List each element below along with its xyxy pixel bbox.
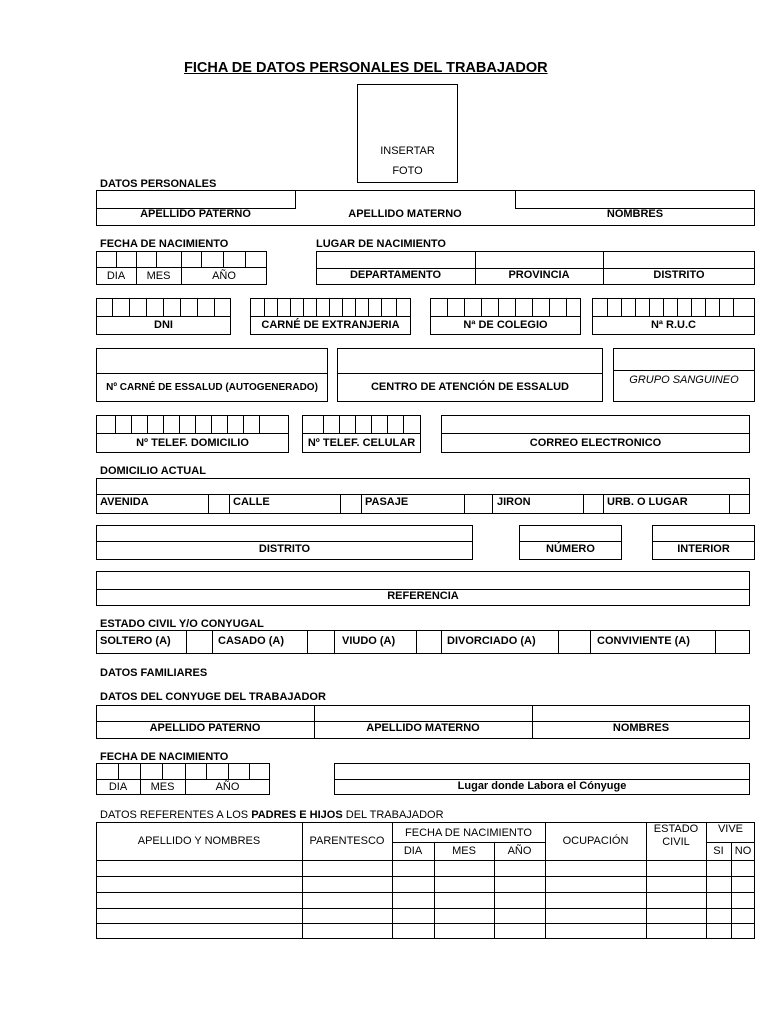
nombres-label: NOMBRES <box>606 208 664 220</box>
table-row[interactable] <box>97 909 754 923</box>
viudo-checkbox[interactable] <box>417 631 441 653</box>
col-apellido-nombres: APELLIDO Y NOMBRES <box>137 835 261 847</box>
numero-label: NÚMERO <box>546 543 595 555</box>
col-no: NO <box>734 845 752 857</box>
conyuge-nombres-label: NOMBRES <box>612 722 670 734</box>
civil-heading: ESTADO CIVIL Y/O CONYUGAL <box>100 618 264 630</box>
domicilio-distrito-label: DISTRITO <box>258 543 311 555</box>
personal-heading: DATOS PERSONALES <box>100 178 217 190</box>
ruc-label: Nª R.U.C <box>650 319 696 331</box>
telef-celular-label: Nº TELEF. CELULAR <box>307 437 416 449</box>
col-si: SI <box>713 845 724 857</box>
departamento-label: DEPARTAMENTO <box>349 269 442 281</box>
correo-label: CORREO ELECTRONICO <box>529 437 662 449</box>
col-fecha-nacimiento: FECHA DE NACIMIENTO <box>405 827 532 839</box>
grupo-sanguineo-label: GRUPO SANGUINEO <box>629 374 739 386</box>
referencia-label: REFERENCIA <box>387 590 459 602</box>
birth-mes-label: MES <box>146 270 171 282</box>
table-row[interactable] <box>97 861 754 876</box>
birth-anio-label: AÑO <box>212 270 236 282</box>
calle-label: CALLE <box>233 496 270 508</box>
divorciado-checkbox[interactable] <box>559 631 590 653</box>
pasaje-label: PASAJE <box>365 496 409 508</box>
table-row[interactable] <box>97 893 754 908</box>
col-parentesco: PARENTESCO <box>309 835 385 847</box>
distrito-label: DISTRITO <box>653 269 705 281</box>
photo-label-line2: FOTO <box>392 165 423 177</box>
apellido-materno-label: APELLIDO MATERNO <box>348 208 462 220</box>
conyuge-anio-label: AÑO <box>215 781 240 793</box>
birth-date-heading: FECHA DE NACIMIENTO <box>100 238 229 250</box>
conyuge-mes-label: MES <box>150 781 175 793</box>
conyuge-apellido-materno-label: APELLIDO MATERNO <box>366 722 480 734</box>
table-row[interactable] <box>97 924 754 938</box>
conviviente-label: CONVIVIENTE (A) <box>597 635 690 647</box>
telef-domicilio-label: Nº TELEF. DOMICILIO <box>136 437 249 449</box>
col-mes: MES <box>452 845 476 857</box>
col-ocupacion: OCUPACIÓN <box>562 835 629 847</box>
interior-label: INTERIOR <box>677 543 730 555</box>
page-title: FICHA DE DATOS PERSONALES DEL TRABAJADOR <box>184 60 548 76</box>
jiron-label: JIRON <box>497 496 531 508</box>
colegio-label: Nª DE COLEGIO <box>463 319 548 331</box>
conviviente-checkbox[interactable] <box>716 631 749 653</box>
casado-label: CASADO (A) <box>218 635 284 647</box>
col-dia: DIA <box>403 845 423 857</box>
conyuge-fecha-heading: FECHA DE NACIMIENTO <box>100 751 229 763</box>
conyuge-apellido-paterno-label: APELLIDO PATERNO <box>149 722 261 734</box>
carne-essalud-label: Nº CARNÉ DE ESSALUD (AUTOGENERADO) <box>106 382 318 393</box>
conyuge-dia-label: DIA <box>108 781 128 793</box>
carne-extranjeria-label: CARNÉ DE EXTRANJERIA <box>261 319 400 331</box>
table-row[interactable] <box>97 877 754 892</box>
photo-placeholder[interactable] <box>357 84 458 183</box>
familiares-heading: DATOS FAMILIARES <box>100 667 208 679</box>
viudo-label: VIUDO (A) <box>342 635 396 647</box>
col-anio: AÑO <box>507 845 532 857</box>
urb-label: URB. O LUGAR <box>607 496 688 508</box>
casado-checkbox[interactable] <box>308 631 334 653</box>
birth-dia-label: DIA <box>106 270 126 282</box>
conyuge-labora-label: Lugar donde Labora el Cónyuge <box>457 780 627 792</box>
col-civil: CIVIL <box>662 836 690 848</box>
soltero-label: SOLTERO (A) <box>100 635 171 647</box>
domicilio-heading: DOMICILIO ACTUAL <box>100 465 206 477</box>
apellido-paterno-label: APELLIDO PATERNO <box>140 208 251 220</box>
divorciado-label: DIVORCIADO (A) <box>447 635 536 647</box>
col-vive: VIVE <box>717 823 744 835</box>
dni-label: DNI <box>154 319 173 331</box>
photo-label-line1: INSERTAR <box>380 145 435 157</box>
padres-hijos-heading: DATOS REFERENTES A LOS PADRES E HIJOS DEL TRABAJADOR <box>100 809 444 821</box>
col-estado: ESTADO <box>653 823 699 835</box>
soltero-checkbox[interactable] <box>187 631 212 653</box>
birth-place-heading: LUGAR DE NACIMIENTO <box>316 238 446 250</box>
centro-essalud-label: CENTRO DE ATENCIÓN DE ESSALUD <box>370 381 569 393</box>
avenida-label: AVENIDA <box>100 496 149 508</box>
provincia-label: PROVINCIA <box>508 269 570 281</box>
conyuge-heading: DATOS DEL CONYUGE DEL TRABAJADOR <box>100 691 326 703</box>
